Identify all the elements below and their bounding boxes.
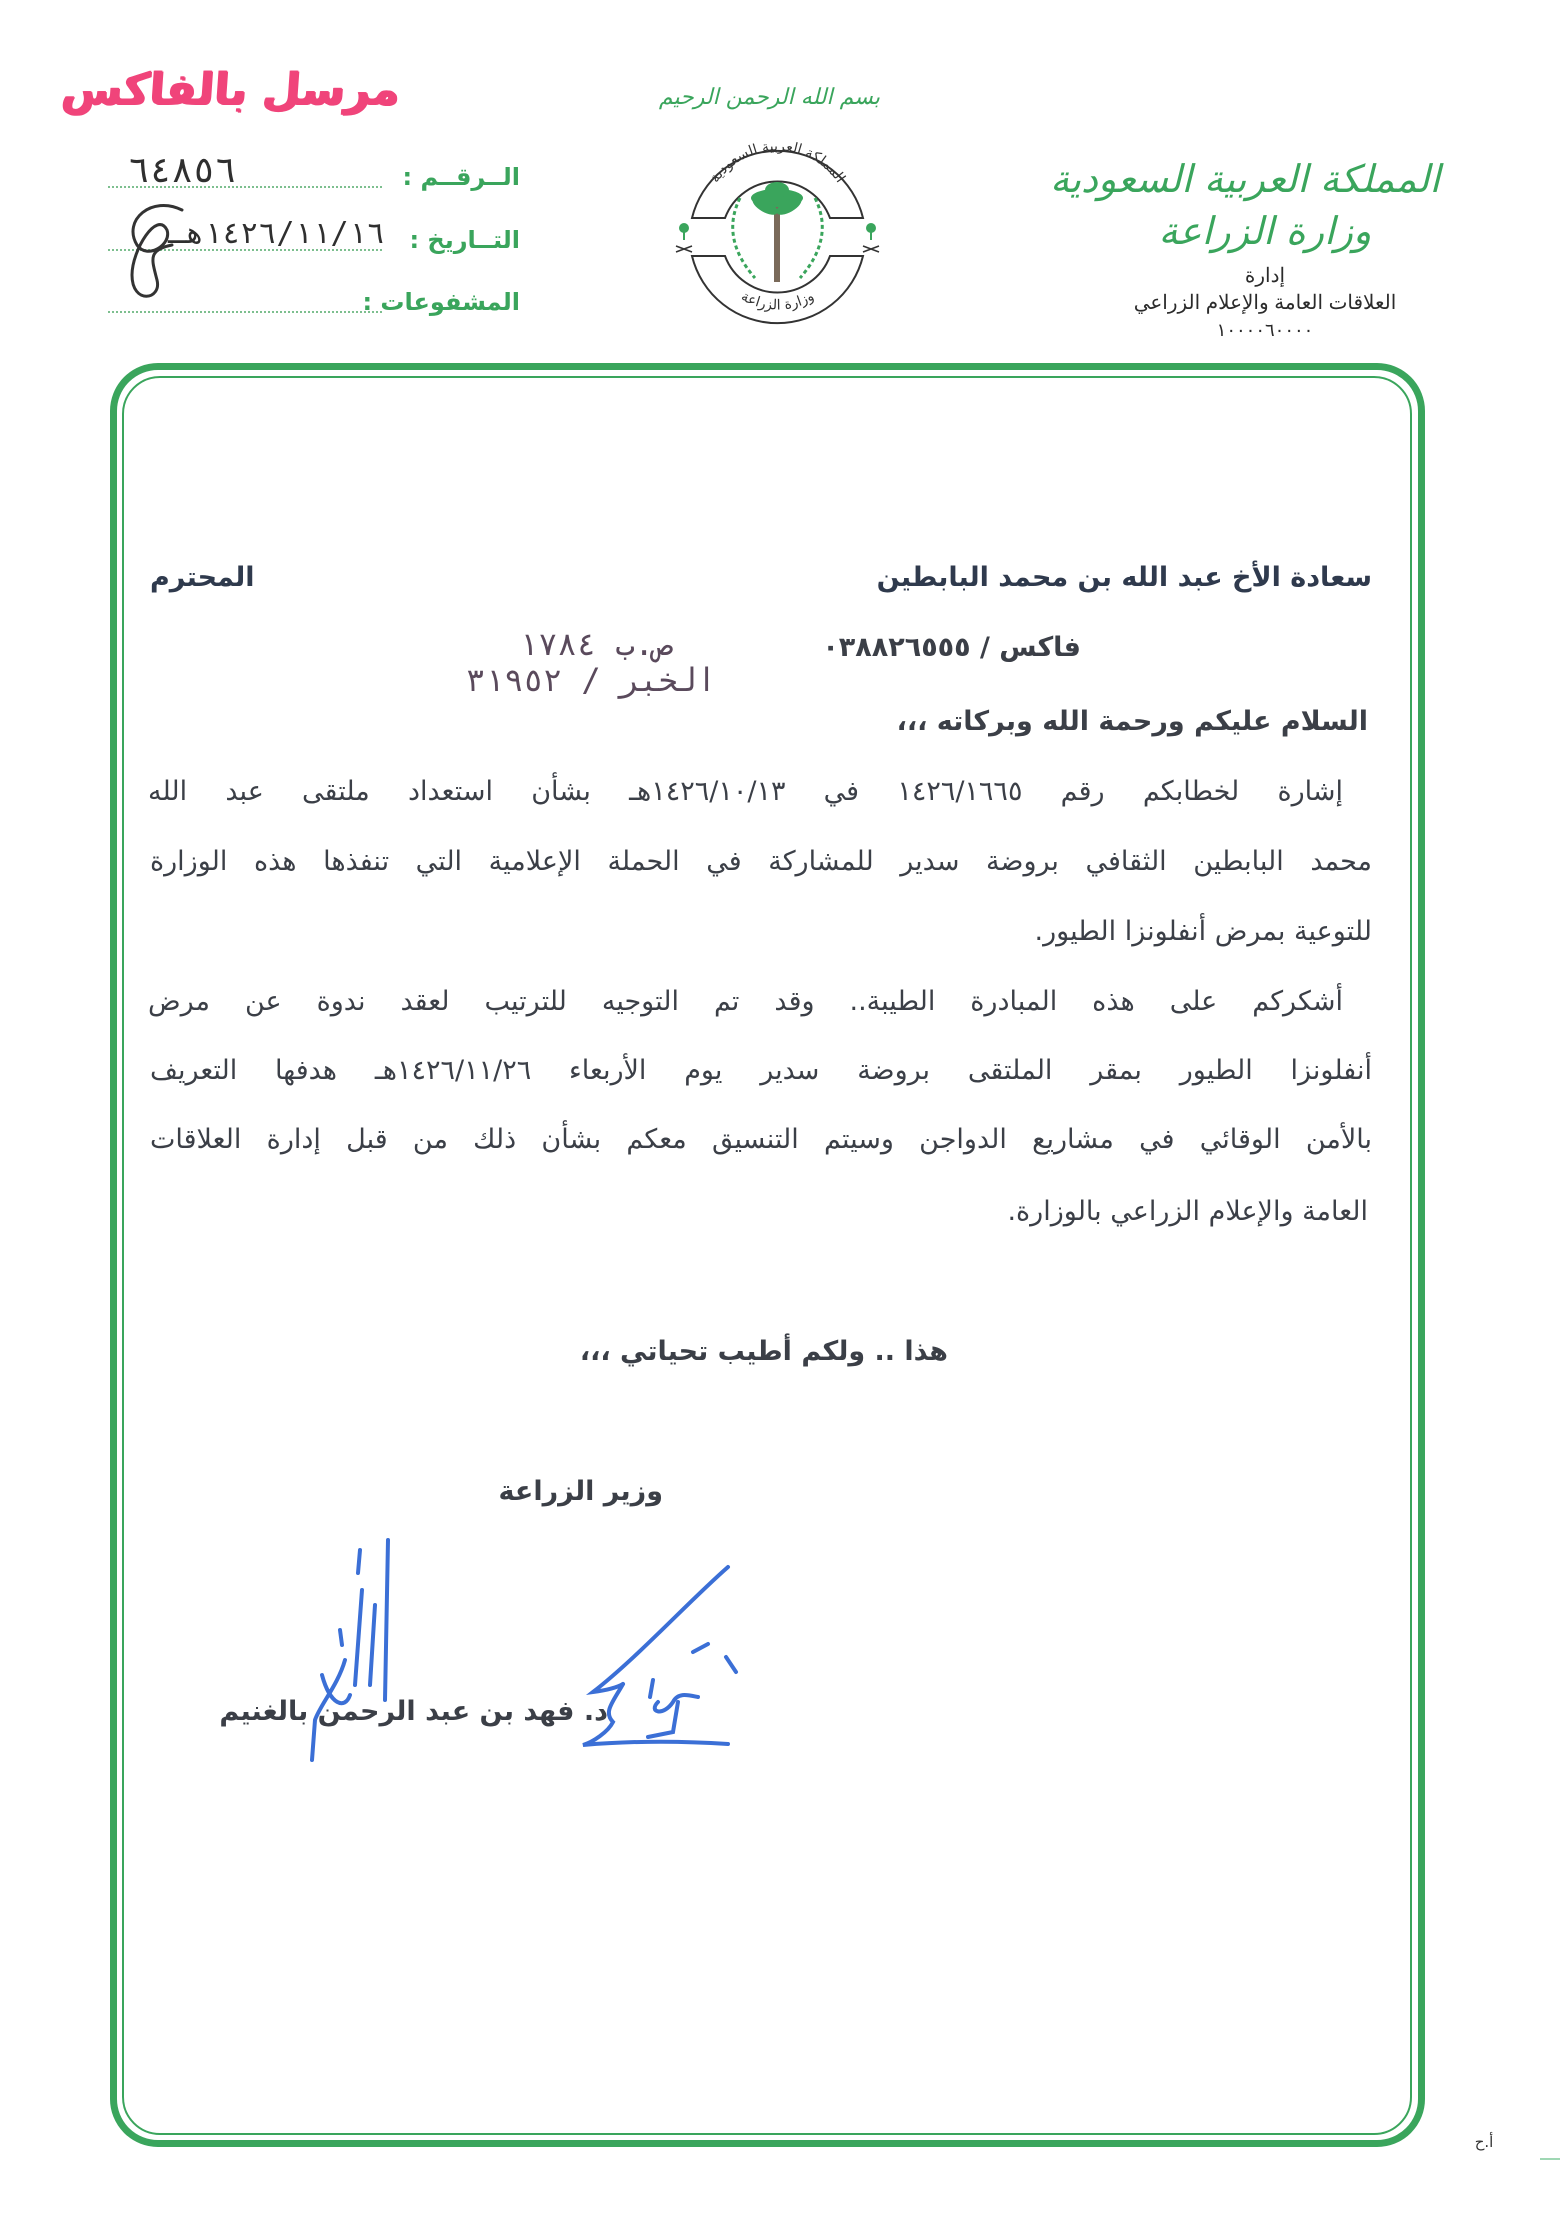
letter-frame-inner bbox=[122, 376, 1412, 2135]
paragraph-1-line: للتوعية بمرض أنفلونزا الطيور. bbox=[1034, 916, 1372, 947]
greeting: السلام عليكم ورحمة الله وبركاته ،،، bbox=[896, 706, 1368, 737]
department-name: العلاقات العامة والإعلام الزراعي bbox=[1133, 292, 1397, 314]
seal-top-text: المملكة العربية السعودية bbox=[706, 138, 849, 186]
handwritten-po-box: ص.ب ١٧٨٤ bbox=[518, 625, 674, 663]
signature-icon bbox=[578, 1562, 748, 1754]
attachments-label: المشفوعات : bbox=[362, 288, 520, 316]
paragraph-1-line: محمد البابطين الثقافي بروضة سدير للمشاركة في الحملة الإعلامية التي تنفذها هذه الوزارة bbox=[150, 846, 1372, 877]
recipient-fax-number: فاكس / ٠٣٨٨٢٦٥٥٥ bbox=[822, 632, 1081, 663]
department-code: ١٠٠٠٠٦٠٠٠٠ bbox=[1216, 320, 1314, 340]
paragraph-2-line: بالأمن الوقائي في مشاريع الدواجن وسيتم التنسيق معكم بشأن ذلك من قبل إدارة العلاقات bbox=[150, 1124, 1372, 1155]
ministry-seal-icon bbox=[670, 128, 885, 338]
reference-number-label: الــرقــم : bbox=[402, 163, 520, 191]
typist-initials: أ.ح bbox=[1474, 2133, 1494, 2151]
paragraph-2-line: أنفلونزا الطيور بمقر الملتقى بروضة سدير يوم الأربعاء ١٤٢٦/١١/٢٦هـ هدفها التعريف bbox=[150, 1055, 1372, 1086]
dotted-line bbox=[108, 311, 382, 313]
scan-edge-mark bbox=[1540, 2158, 1560, 2160]
bismillah: بسم الله الرحمن الرحيم bbox=[658, 85, 880, 110]
ministry-title: وزارة الزراعة bbox=[1158, 209, 1372, 253]
handwritten-city-postcode: الخبر / ٣١٩٥٢ bbox=[465, 661, 717, 699]
sent-by-fax-stamp: مرسل بالفاكس bbox=[60, 64, 402, 115]
closing-line: هذا .. ولكم أطيب تحياتي ،،، bbox=[579, 1336, 948, 1367]
signer-title: وزير الزراعة bbox=[498, 1476, 663, 1507]
handwritten-initial-scribble-icon bbox=[112, 190, 202, 310]
paragraph-1-line: إشارة لخطابكم رقم ١٤٢٦/١٦٦٥ في ١٤٢٦/١٠/١٣هـ بشأن استعداد ملتقى عبد الله bbox=[148, 776, 1344, 807]
honorific: المحترم bbox=[150, 562, 255, 593]
reference-number-value: ٦٤٨٥٦ bbox=[128, 150, 237, 191]
signer-name: د. فهد بن عبد الرحمن بالغنيم bbox=[219, 1696, 608, 1727]
kingdom-title: المملكة العربية السعودية bbox=[1050, 157, 1440, 201]
paragraph-2-line: أشكركم على هذه المبادرة الطيبة.. وقد تم التوجيه للترتيب لعقد ندوة عن مرض bbox=[148, 986, 1343, 1017]
department-label: إدارة bbox=[1244, 265, 1286, 287]
signature-icon bbox=[300, 1535, 420, 1765]
recipient-line: سعادة الأخ عبد الله بن محمد البابطين bbox=[876, 562, 1372, 593]
date-value: ١٤٢٦/١١/١٦هـ bbox=[168, 216, 385, 251]
paragraph-2-line: العامة والإعلام الزراعي بالوزارة. bbox=[1007, 1196, 1368, 1227]
seal-bottom-text: وزارة الزراعة bbox=[738, 288, 817, 314]
date-label: التــاريخ : bbox=[409, 226, 520, 254]
